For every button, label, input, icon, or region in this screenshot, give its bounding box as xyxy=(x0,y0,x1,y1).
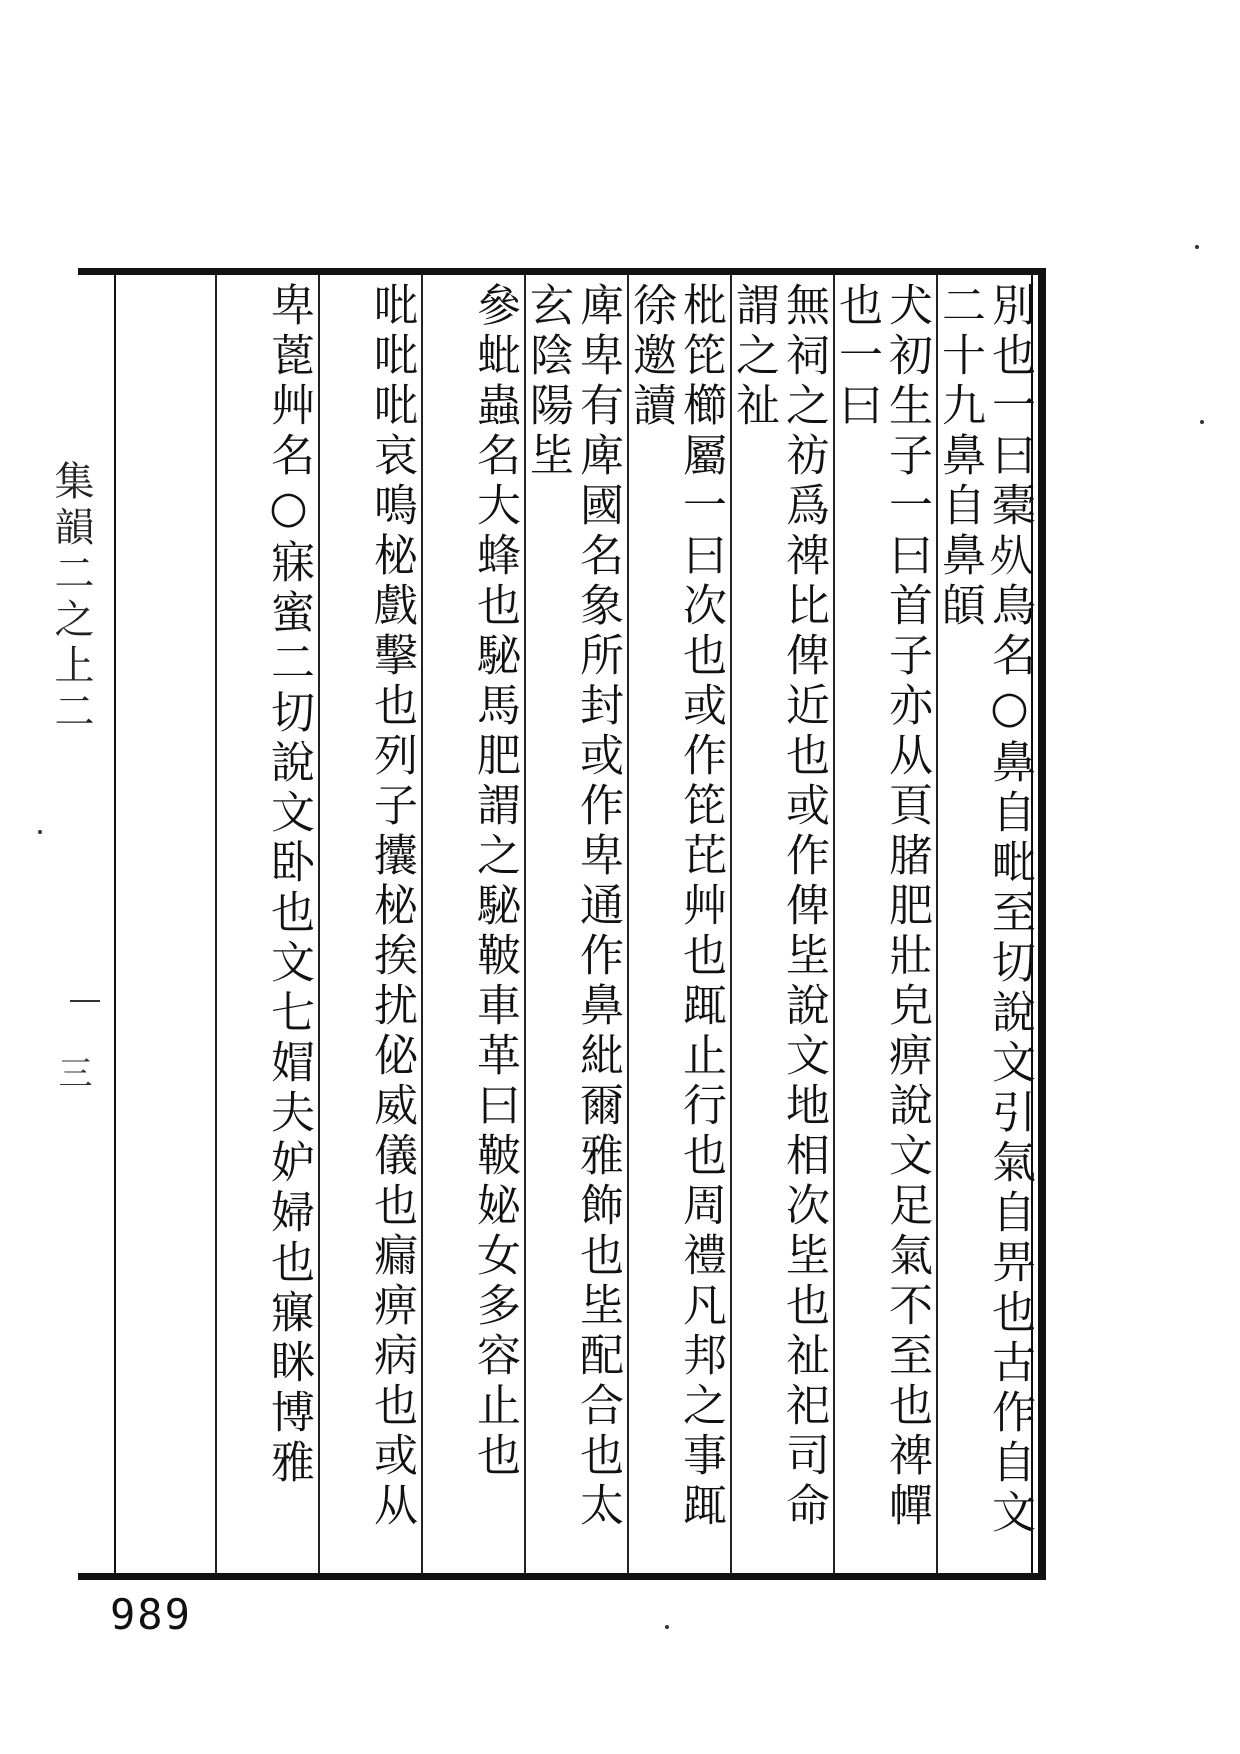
text-column-7: 吡吡吡哀鳴柲戲擊也列子攮柲挨扰佖威儀也瘺痹病也或从 xyxy=(366,282,417,1532)
top-border xyxy=(78,268,1046,275)
left-border xyxy=(114,268,116,1580)
margin-tick xyxy=(70,1000,100,1002)
text-column-1: 別也一曰橐𣦸鳥名○鼻自毗至切說文引氣自畀也古作自文二十九鼻自鼻頧 xyxy=(934,282,1035,1539)
margin-title xyxy=(50,460,100,1580)
scan-speck xyxy=(665,1625,669,1629)
text-column-4: 枇笓櫛屬一曰次也或作笓芘艸也踂止行也周禮凡邦之事踂徐邀讀 xyxy=(625,282,726,1532)
page-number: 989 xyxy=(110,1590,192,1639)
scan-speck xyxy=(1195,245,1199,249)
text-column-2: 犬初生子一曰首子亦从頁䐗肥壯皃痹說文足氣不至也禆幝也一曰 xyxy=(831,282,932,1532)
bottom-border xyxy=(78,1573,1046,1580)
text-column-5: 庳卑有庳國名象所封或作卑通作鼻紕爾雅飾也坒配合也太玄陰陽坒 xyxy=(522,282,623,1532)
text-column-6: 參蚍蟲名大蜂也駜馬肥謂之駜鞁車革曰鞁妼女多容止也 xyxy=(469,282,520,1482)
margin-book-title: 集韻 xyxy=(48,460,94,552)
margin-leaf: 二 xyxy=(48,690,94,736)
scan-speck xyxy=(1200,420,1204,424)
right-border xyxy=(1038,268,1046,1580)
text-column-8: 卑蓖艸名○寐蜜二切說文卧也文七媢夫妒婦也寱眯博雅 xyxy=(263,282,314,1489)
margin-volume: 二之上 xyxy=(48,552,94,690)
margin-sheet-number: 三 xyxy=(52,1055,92,1089)
text-column-3: 無祠之祊爲禆比俾近也或作俾坒說文地相次坒也祉祀司命謂之祉 xyxy=(728,282,829,1532)
scan-speck xyxy=(38,830,42,834)
printed-frame xyxy=(78,268,1046,1580)
